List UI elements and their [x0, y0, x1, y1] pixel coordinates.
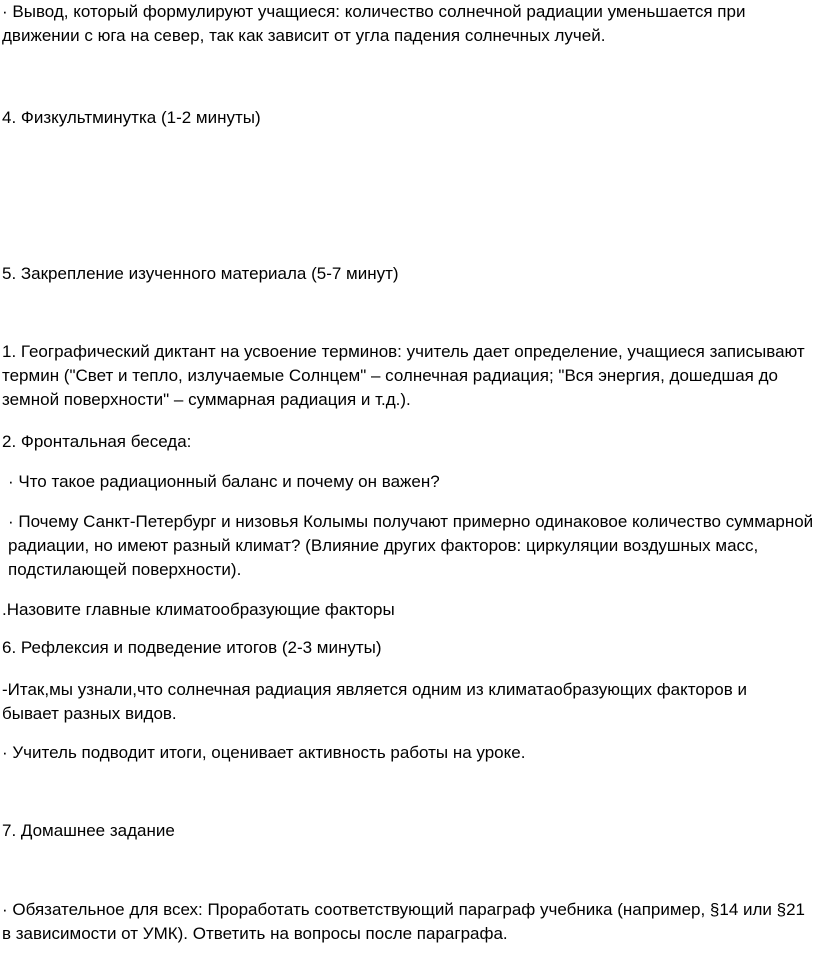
paragraph-conclusion: · Вывод, который формулируют учащиеся: количество солнечной радиации уменьшается при движении с юга на север, так как зависит от угла падения солнечных лучей.	[2, 2, 746, 45]
question-climate-difference: · Почему Санкт-Петербург и низовья Колымы получают примерно одинаковое количество суммарной радиации, но имеют разный климат? (Влияние других факторов: циркуляции воздушных масс, подстилающей поверхности).	[8, 512, 814, 579]
paragraph-climate-factors: .Назовите главные климатообразующие факторы	[2, 600, 395, 619]
heading-homework: 7. Домашнее задание	[2, 821, 175, 840]
paragraph-homework-required: · Обязательное для всех: Проработать соответствующий параграф учебника (например, §14 или §21 в зависимости от УМК). Ответить на вопросы после параграфа.	[2, 900, 806, 943]
question-radiation-balance: · Что такое радиационный баланс и почему он важен?	[8, 472, 440, 491]
paragraph-teacher-summary: · Учитель подводит итоги, оценивает активность работы на уроке.	[2, 743, 526, 762]
heading-consolidation: 5. Закрепление изученного материала (5-7 минут)	[2, 264, 399, 283]
paragraph-frontal-discussion: 2. Фронтальная беседа:	[2, 432, 192, 451]
heading-reflection: 6. Рефлексия и подведение итогов (2-3 минуты)	[2, 638, 382, 657]
heading-physical-break: 4. Физкультминутка (1-2 минуты)	[2, 108, 261, 127]
paragraph-summary: -Итак,мы узнали,что солнечная радиация является одним из климатаобразующих факторов и бывает разных видов.	[2, 680, 747, 723]
paragraph-geographic-dictation: 1. Географический диктант на усвоение терминов: учитель дает определение, учащиеся записывают термин ("Свет и тепло, излучаемые Солнцем" – солнечная радиация; "Вся энергия, дошедшая до земной поверхности" – суммарная радиация и т.д.).	[2, 342, 805, 409]
